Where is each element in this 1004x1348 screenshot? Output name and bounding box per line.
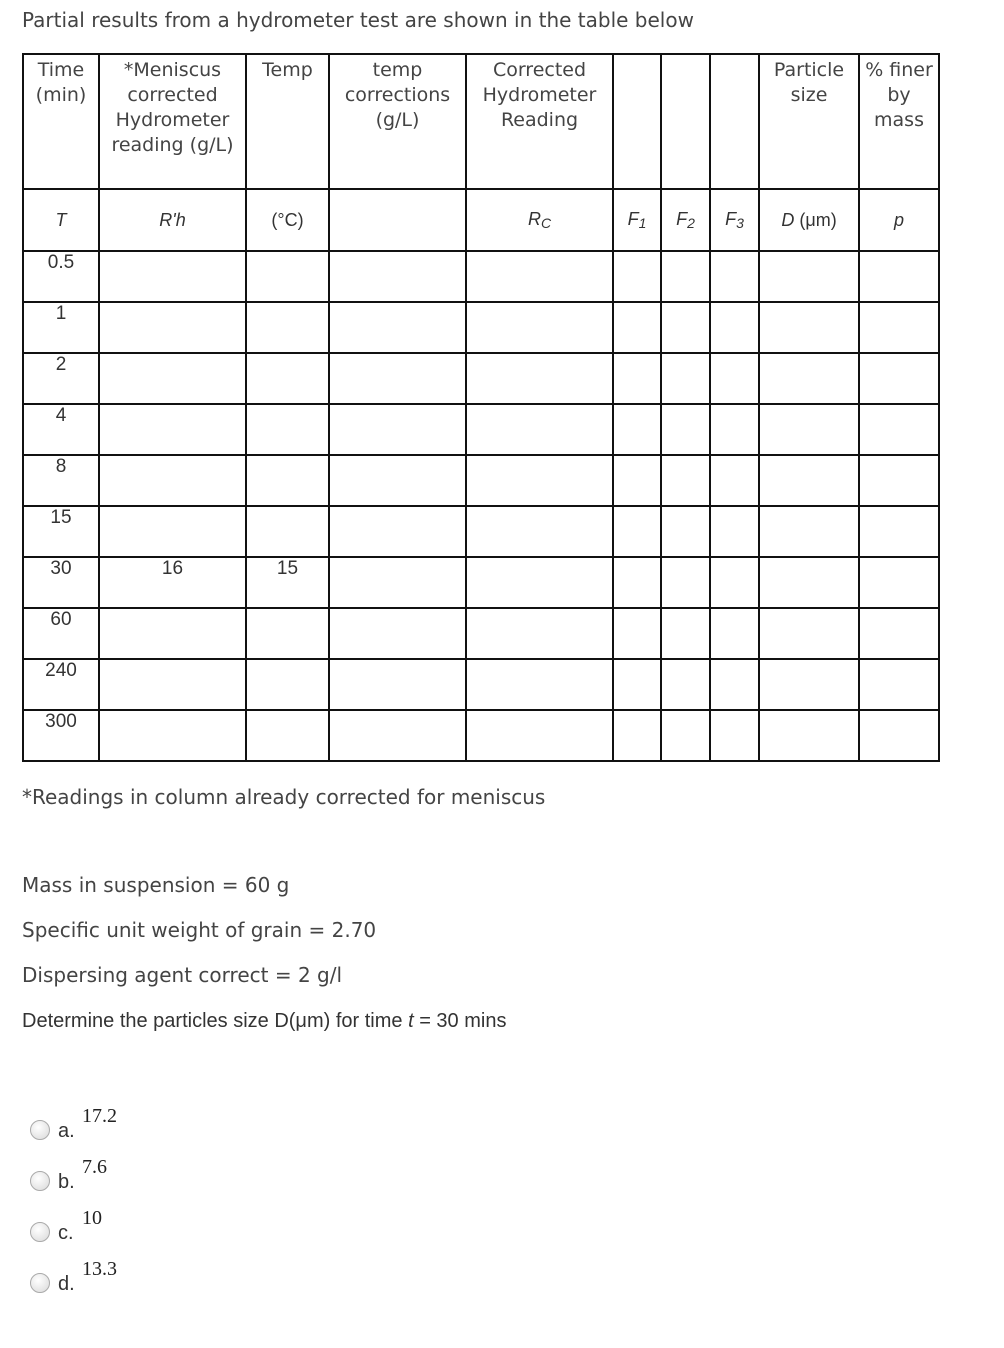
cell-time: 0.5 xyxy=(23,251,99,302)
cell-f1 xyxy=(613,506,661,557)
cell-corrected-reading xyxy=(466,557,613,608)
table-row xyxy=(23,353,939,404)
header-f3 xyxy=(710,54,759,189)
cell-reading xyxy=(99,710,246,761)
header-time: Time (min) xyxy=(23,54,99,189)
cell-f3 xyxy=(710,251,759,302)
given-mass: Mass in suspension = 60 g xyxy=(22,873,290,897)
symbol-row xyxy=(23,189,939,251)
header-f2 xyxy=(661,54,710,189)
cell-corrected-reading xyxy=(466,251,613,302)
symbol-rh: R'h xyxy=(99,189,246,251)
given-dispersing-agent: Dispersing agent correct = 2 g/l xyxy=(22,963,343,987)
cell-f3 xyxy=(710,455,759,506)
intro-text: Partial results from a hydrometer test are shown in the table below xyxy=(22,8,694,32)
cell-reading xyxy=(99,506,246,557)
header-meniscus-reading: *Meniscus corrected Hydrometer reading (g/L) xyxy=(99,54,246,189)
cell-temp: 15 xyxy=(246,557,329,608)
cell-f2 xyxy=(661,710,710,761)
cell-time: 30 xyxy=(23,557,99,608)
cell-reading: 16 xyxy=(99,557,246,608)
cell-particle-size xyxy=(759,659,859,710)
cell-f3 xyxy=(710,404,759,455)
header-temp: Temp xyxy=(246,54,329,189)
option-value: 10 xyxy=(82,1207,102,1229)
cell-f3 xyxy=(710,710,759,761)
cell-time: 300 xyxy=(23,710,99,761)
cell-f1 xyxy=(613,251,661,302)
cell-f2 xyxy=(661,353,710,404)
cell-f2 xyxy=(661,455,710,506)
cell-time: 8 xyxy=(23,455,99,506)
cell-f3 xyxy=(710,659,759,710)
symbol-temp-unit: (°C) xyxy=(246,189,329,251)
table-row xyxy=(23,506,939,557)
option-value: 13.3 xyxy=(82,1258,117,1280)
cell-f2 xyxy=(661,302,710,353)
option-letter: d. xyxy=(58,1273,75,1295)
radio-button[interactable] xyxy=(30,1120,50,1140)
cell-reading xyxy=(99,659,246,710)
table-row xyxy=(23,251,939,302)
cell-temp-correction xyxy=(329,506,466,557)
cell-temp-correction xyxy=(329,710,466,761)
cell-temp-correction xyxy=(329,455,466,506)
cell-f3 xyxy=(710,302,759,353)
cell-reading xyxy=(99,404,246,455)
cell-f1 xyxy=(613,608,661,659)
cell-f1 xyxy=(613,710,661,761)
cell-f3 xyxy=(710,557,759,608)
cell-temp xyxy=(246,608,329,659)
option-letter: b. xyxy=(58,1171,75,1193)
symbol-f2: $F_2$ xyxy=(661,189,710,251)
header-f1 xyxy=(613,54,661,189)
cell-f2 xyxy=(661,608,710,659)
symbol-t: T xyxy=(23,189,99,251)
option-letter: c. xyxy=(58,1222,74,1244)
table-row xyxy=(23,608,939,659)
cell-percent-finer xyxy=(859,659,939,710)
cell-reading xyxy=(99,302,246,353)
cell-percent-finer xyxy=(859,251,939,302)
cell-corrected-reading xyxy=(466,404,613,455)
cell-f1 xyxy=(613,404,661,455)
cell-temp-correction xyxy=(329,353,466,404)
cell-temp xyxy=(246,506,329,557)
cell-temp-correction xyxy=(329,302,466,353)
cell-corrected-reading xyxy=(466,302,613,353)
table-row xyxy=(23,557,939,608)
cell-percent-finer xyxy=(859,710,939,761)
cell-temp xyxy=(246,659,329,710)
radio-button[interactable] xyxy=(30,1222,50,1242)
option-value: 17.2 xyxy=(82,1105,117,1127)
question-text: Determine the particles size D(μm) for time t = 30 mins xyxy=(22,1010,507,1032)
cell-f3 xyxy=(710,353,759,404)
cell-f3 xyxy=(710,608,759,659)
cell-time: 15 xyxy=(23,506,99,557)
cell-corrected-reading xyxy=(466,659,613,710)
cell-f1 xyxy=(613,557,661,608)
cell-temp xyxy=(246,404,329,455)
footnote: *Readings in column already corrected for meniscus xyxy=(22,785,546,809)
cell-temp-correction xyxy=(329,557,466,608)
cell-f2 xyxy=(661,506,710,557)
cell-corrected-reading xyxy=(466,353,613,404)
radio-button[interactable] xyxy=(30,1273,50,1293)
cell-particle-size xyxy=(759,557,859,608)
cell-f2 xyxy=(661,557,710,608)
cell-f3 xyxy=(710,506,759,557)
cell-reading xyxy=(99,353,246,404)
cell-percent-finer xyxy=(859,608,939,659)
cell-particle-size xyxy=(759,506,859,557)
cell-temp-correction xyxy=(329,251,466,302)
symbol-d: D (μm) xyxy=(759,189,859,251)
cell-temp xyxy=(246,353,329,404)
cell-reading xyxy=(99,608,246,659)
cell-f1 xyxy=(613,353,661,404)
cell-corrected-reading xyxy=(466,710,613,761)
cell-temp-correction xyxy=(329,404,466,455)
cell-percent-finer xyxy=(859,353,939,404)
cell-reading xyxy=(99,455,246,506)
table-row xyxy=(23,455,939,506)
cell-percent-finer xyxy=(859,557,939,608)
cell-temp xyxy=(246,710,329,761)
cell-temp xyxy=(246,455,329,506)
cell-reading xyxy=(99,251,246,302)
cell-f1 xyxy=(613,659,661,710)
cell-percent-finer xyxy=(859,302,939,353)
header-corrected-reading: Corrected Hydrometer Reading xyxy=(466,54,613,189)
symbol-f1: $F_1$ xyxy=(613,189,661,251)
cell-f2 xyxy=(661,659,710,710)
radio-button[interactable] xyxy=(30,1171,50,1191)
header-percent-finer: % finer by mass xyxy=(859,54,939,189)
cell-time: 2 xyxy=(23,353,99,404)
option-value: 7.6 xyxy=(82,1156,107,1178)
cell-time: 4 xyxy=(23,404,99,455)
symbol-f3: $F_3$ xyxy=(710,189,759,251)
cell-corrected-reading xyxy=(466,455,613,506)
table-row xyxy=(23,302,939,353)
cell-f2 xyxy=(661,251,710,302)
cell-particle-size xyxy=(759,608,859,659)
given-specific-weight: Specific unit weight of grain = 2.70 xyxy=(22,918,377,942)
cell-f1 xyxy=(613,455,661,506)
header-row xyxy=(23,54,939,189)
symbol-p: p xyxy=(859,189,939,251)
cell-percent-finer xyxy=(859,404,939,455)
option-letter: a. xyxy=(58,1120,75,1142)
cell-particle-size xyxy=(759,353,859,404)
cell-percent-finer xyxy=(859,455,939,506)
cell-particle-size xyxy=(759,710,859,761)
cell-time: 240 xyxy=(23,659,99,710)
cell-temp-correction xyxy=(329,608,466,659)
header-temp-corrections: temp corrections (g/L) xyxy=(329,54,466,189)
hydrometer-table xyxy=(22,53,940,762)
symbol-rc: $R_C$ xyxy=(466,189,613,251)
cell-percent-finer xyxy=(859,506,939,557)
cell-particle-size xyxy=(759,251,859,302)
cell-particle-size xyxy=(759,455,859,506)
table-row xyxy=(23,404,939,455)
table-row xyxy=(23,659,939,710)
cell-time: 1 xyxy=(23,302,99,353)
header-particle-size: Particle size xyxy=(759,54,859,189)
table-row xyxy=(23,710,939,761)
symbol-temp-correction xyxy=(329,189,466,251)
cell-corrected-reading xyxy=(466,608,613,659)
cell-particle-size xyxy=(759,404,859,455)
cell-time: 60 xyxy=(23,608,99,659)
cell-temp xyxy=(246,251,329,302)
cell-f1 xyxy=(613,302,661,353)
cell-f2 xyxy=(661,404,710,455)
cell-temp xyxy=(246,302,329,353)
table-body xyxy=(23,251,939,761)
cell-temp-correction xyxy=(329,659,466,710)
cell-particle-size xyxy=(759,302,859,353)
cell-corrected-reading xyxy=(466,506,613,557)
